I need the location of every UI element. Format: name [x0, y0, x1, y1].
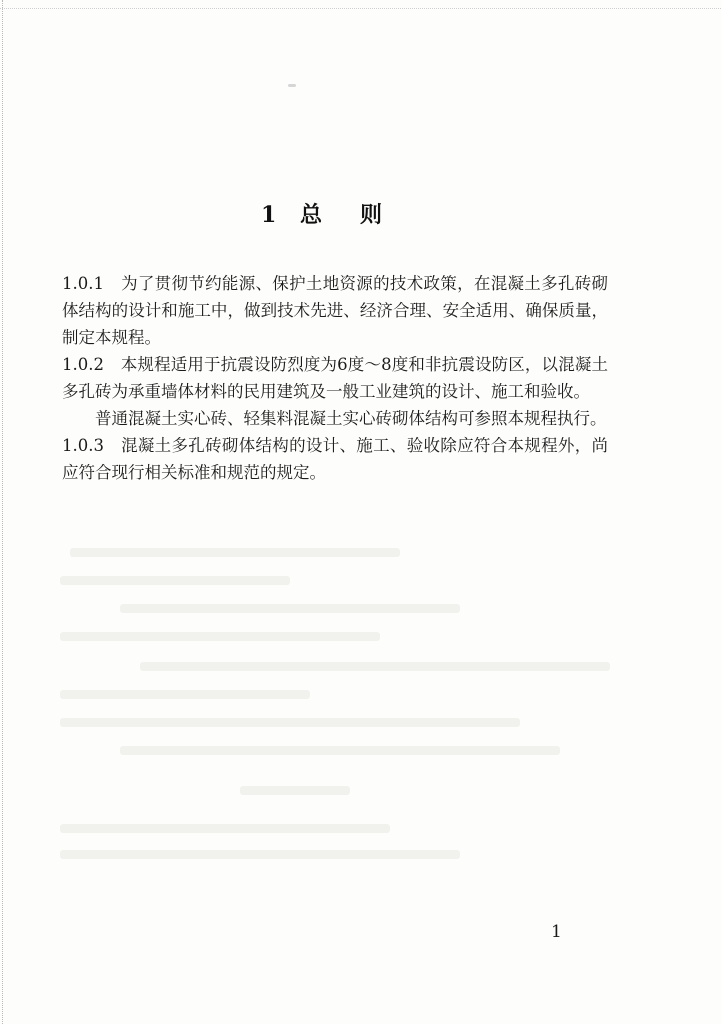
chapter-title: 1 总 则	[261, 202, 390, 228]
bleed-line	[60, 632, 380, 641]
clause-1-0-3: 1.0.3 混凝土多孔砖砌体结构的设计、施工、验收除应符合本规程外，尚应符合现行相关标准和规范的规定。	[62, 436, 608, 482]
clause-1-0-2-note: 普通混凝土实心砖、轻集料混凝土实心砖砌体结构可参照本规程执行。	[95, 409, 607, 428]
bleed-line	[120, 604, 460, 613]
bleed-line	[70, 548, 400, 557]
clause-1-0-1: 1.0.1 为了贯彻节约能源、保护土地资源的技术政策，在混凝土多孔砖砌体结构的设计和施工中，做到技术先进、经济合理、安全适用、确保质量，制定本规程。	[62, 274, 608, 347]
bleed-line	[140, 662, 610, 671]
bleed-line	[120, 746, 560, 755]
bleed-through-text	[60, 540, 620, 870]
bleed-line	[60, 576, 290, 585]
scan-edge-top	[0, 8, 721, 10]
scan-edge-left	[2, 0, 4, 1024]
bleed-line	[60, 824, 390, 833]
bleed-line	[60, 850, 460, 859]
bleed-line	[60, 718, 520, 727]
bleed-line	[60, 690, 310, 699]
scan-speck	[288, 84, 296, 87]
clause-1-0-2: 1.0.2 本规程适用于抗震设防烈度为6度～8度和非抗震设防区，以混凝土多孔砖为承重墙体材料的民用建筑及一般工业建筑的设计、施工和验收。	[62, 355, 608, 401]
bleed-line	[240, 786, 350, 795]
body-text	[62, 270, 608, 486]
page-number: 1	[551, 922, 562, 942]
